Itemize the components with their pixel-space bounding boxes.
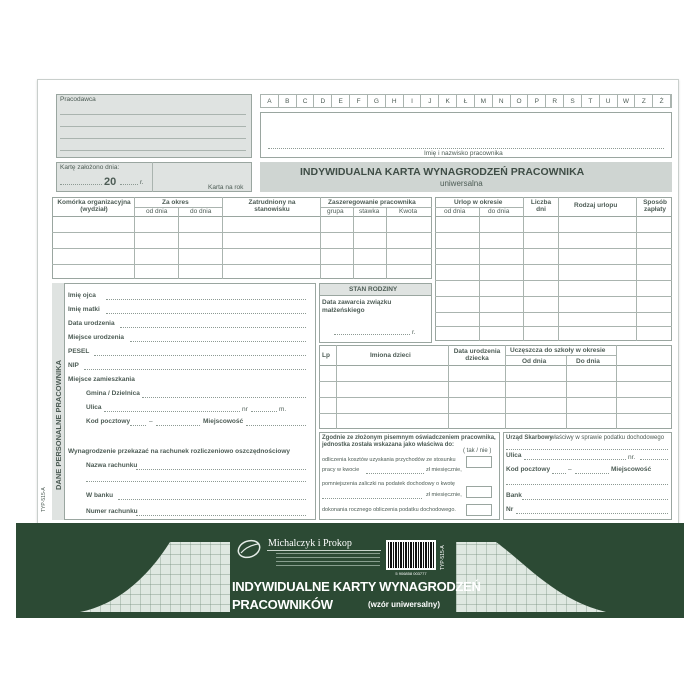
letter-tab: U	[600, 95, 618, 107]
marriage-date-label: Data zawarcia związku małżeńskiego	[322, 299, 392, 314]
leave-from: od dnia	[444, 208, 466, 215]
town-label: Miejscowość	[203, 418, 244, 425]
letter-tab: F	[350, 95, 368, 107]
family-status-title: STAN RODZINY	[349, 286, 398, 293]
col-employed: Zatrudniony na stanowisku	[248, 199, 296, 213]
residence-label: Miejsce zamieszkania	[68, 376, 135, 383]
period-from: od dnia	[146, 208, 168, 215]
ean-number: 5 906858 003777	[395, 571, 427, 576]
pesel-label: PESEL	[68, 348, 90, 355]
letter-tab: G	[368, 95, 386, 107]
school-from: Od dnia	[522, 358, 547, 365]
col-payment: Sposób zapłaty	[643, 199, 667, 213]
deduction-monthly: zł miesięcznie,	[426, 467, 462, 473]
letter-tab: J	[421, 95, 439, 107]
account-number-label: Numer rachunku	[86, 508, 138, 515]
nip-label: NIP	[68, 362, 79, 369]
bank-label: W banku	[86, 492, 114, 499]
tax-office-box	[503, 432, 672, 520]
deduction-yesno-box[interactable]	[466, 456, 492, 468]
letter-tab: T	[582, 95, 600, 107]
letter-tab: I	[404, 95, 422, 107]
letter-tab: K	[439, 95, 457, 107]
employer-label: Pracodawca	[60, 96, 96, 103]
letter-tab: E	[332, 95, 350, 107]
annual-calc-line: dokonania rocznego obliczenia podatku dochodowego.	[322, 507, 456, 513]
tax-nr-label: Nr	[506, 506, 514, 513]
tax-bank-label: Bank	[506, 492, 522, 499]
tax-postal-label: Kod pocztowy	[506, 466, 551, 473]
father-name-label: Imię ojca	[68, 292, 96, 299]
col-rate: stawka	[359, 208, 380, 215]
year-prefix: 20	[104, 176, 117, 188]
col-days: Liczba dni	[530, 199, 552, 213]
letter-tab: N	[493, 95, 511, 107]
declaration-line1: Zgodnie ze złożonym pisemnym oświadczeniem pracownika,	[322, 435, 496, 441]
deduction-line2: pracy w kwocie	[322, 467, 360, 473]
col-lp: Lp	[322, 352, 330, 359]
tax-street-label: Ulica	[506, 452, 522, 459]
card-per-year-label: Karta na rok	[208, 184, 244, 191]
letter-tab: O	[511, 95, 529, 107]
cover-title-line1: INDYWIDUALNE KARTY WYNAGRODZEŃ	[232, 579, 481, 594]
birth-place-label: Miejsce urodzenia	[68, 334, 124, 341]
postal-code-label: Kod pocztowy	[86, 418, 131, 425]
letter-tab: S	[564, 95, 582, 107]
cover-subtitle: (wzór uniwersalny)	[368, 600, 441, 609]
brand-logo-icon	[236, 538, 262, 560]
tax-no-label: nr.	[628, 454, 636, 461]
letter-tab: W	[618, 95, 636, 107]
personal-vertical-title: DANE PERSONALNE PRACOWNIKA	[54, 359, 63, 490]
col-group: grupa	[327, 208, 344, 215]
right-grid-graphic	[456, 534, 606, 614]
tax-office-title: Urząd Skarbowy	[506, 435, 553, 441]
marriage-r: r.	[412, 329, 416, 336]
col-period: Za okres	[162, 199, 189, 206]
commune-label: Gmina / Dzielnica	[86, 390, 140, 397]
reduction-monthly: zł miesięcznie,	[426, 492, 462, 498]
reduction-line1: pomniejszenia zaliczki na podatek dochodowy o kwotę	[322, 481, 455, 487]
street-label: Ulica	[86, 404, 102, 411]
annual-yesno-box[interactable]	[466, 504, 492, 516]
ean-barcode	[386, 540, 436, 570]
col-school: Uczęszcza do szkoły w okresie	[510, 347, 606, 354]
form-code: TYP-515-A	[41, 487, 47, 512]
tax-office-title-rest: właściwy w sprawie podatku dochodowego	[550, 435, 665, 441]
col-children: Imiona dzieci	[370, 352, 411, 359]
letter-tab: Z	[635, 95, 653, 107]
letter-tab: A	[261, 95, 279, 107]
brand-address-lines	[276, 553, 380, 567]
account-name-label: Nazwa rachunku	[86, 462, 138, 469]
tax-town-label: Miejscowość	[611, 466, 652, 473]
col-leave: Urlop w okresie	[454, 199, 503, 206]
birth-date-label: Data urodzenia	[68, 320, 115, 327]
col-amount: Kwota	[399, 208, 418, 215]
personal-data-box	[52, 283, 316, 520]
col-unit: Komórka organizacyjna (wydział)	[57, 199, 131, 213]
subtitle: uniwersalna	[440, 179, 483, 188]
yes-no-label: ( tak / nie )	[463, 448, 492, 454]
col-child-birth: Data urodzenia dziecka	[453, 348, 501, 362]
flat-no-label: m.	[279, 406, 287, 413]
brand-name: Michalczyk i Prokop	[268, 538, 352, 549]
school-to: Do dnia	[576, 358, 600, 365]
cover-title-line2: PRACOWNIKÓW	[232, 597, 333, 612]
street-no-label: nr	[242, 406, 248, 413]
letter-tab: Ł	[457, 95, 475, 107]
cover-code: TYP-515-A	[440, 545, 446, 570]
card-started-label: Kartę założono dnia:	[60, 164, 120, 171]
year-suffix: r.	[140, 179, 144, 186]
wage-card-form: Pracodawca Kartę założono dnia: 20 r. Karta na rok A B C D E F G H I J K Ł M N O P R S T U W Z Ż Imię i nazwisko pracownika INDYWIDUALNA KARTA WYNAGRODZEŃ PRACOWNIKA uniwersalna Komórka organizacyjna (wydział) Za okres od dnia do dnia Zatrudniony na stanowisku Zaszeregowanie pracownika grupa stawka Kwota Urlop w okresie od dnia do dnia Liczba dni Rodzaj urlopu Sposób zapłaty DANE PERSONALNE PRACOWNIKA Imię ojca Imię matki Data urodzenia Miejsce urodzenia PESEL NIP Miejsce zamieszkania Gmina / Dzielnica Ulica nr m. Kod pocztowy – Miejscowość Wynagrodzenie przekazać na rachunek rozliczeniowo oszczędnościowy Nazwa rachunku W banku Numer rachunku STAN RODZINY Data zawarcia związku małżeńskiego r. Lp Imiona dzieci Data urodzenia dziecka Uczęszcza do szkoły w okresie Od dnia Do dnia Zgodnie ze złożonym pisemnym oświadczeniem pracownika, jednostka została wskazana jako właściwa do: ( tak / nie ) odliczenia kosztów uzyskania przychodów ze stosunku pracy w kwocie zł miesięcznie, pomniejszenia zaliczki na podatek dochodowy o kwotę zł miesięcznie, dokonania rocznego obliczenia podatku dochodowego. Urząd Skarbowy właściwy w sprawie podatku dochodowego Ulica nr. Kod pocztowy – Miejscowość Bank Nr TYP-515-A	[37, 79, 679, 533]
letter-tab: Ż	[653, 95, 671, 107]
employee-name-label: Imię i nazwisko pracownika	[424, 150, 503, 157]
leave-to: do dnia	[488, 208, 510, 215]
mother-name-label: Imię matki	[68, 306, 100, 313]
letter-tab: P	[528, 95, 546, 107]
col-salary: Zaszeregowanie pracownika	[328, 199, 416, 206]
letter-tab: M	[475, 95, 493, 107]
letter-tab: B	[279, 95, 297, 107]
main-title: INDYWIDUALNA KARTA WYNAGRODZEŃ PRACOWNIKA	[300, 166, 585, 178]
col-type: Rodzaj urlopu	[574, 202, 618, 209]
letter-tab: H	[386, 95, 404, 107]
period-to: do dnia	[190, 208, 212, 215]
declaration-line2: jednostka została wskazana jako właściwa do:	[322, 442, 455, 448]
transfer-label: Wynagrodzenie przekazać na rachunek rozliczeniowo oszczędnościowy	[68, 448, 291, 455]
deduction-line1: odliczenia kosztów uzyskania przychodów ze stosunku	[322, 457, 456, 463]
left-grid-graphic	[80, 534, 230, 614]
letter-tab: C	[297, 95, 315, 107]
letter-tab: D	[314, 95, 332, 107]
letter-tab: R	[546, 95, 564, 107]
reduction-yesno-box[interactable]	[466, 486, 492, 498]
alphabet-index	[260, 94, 672, 108]
